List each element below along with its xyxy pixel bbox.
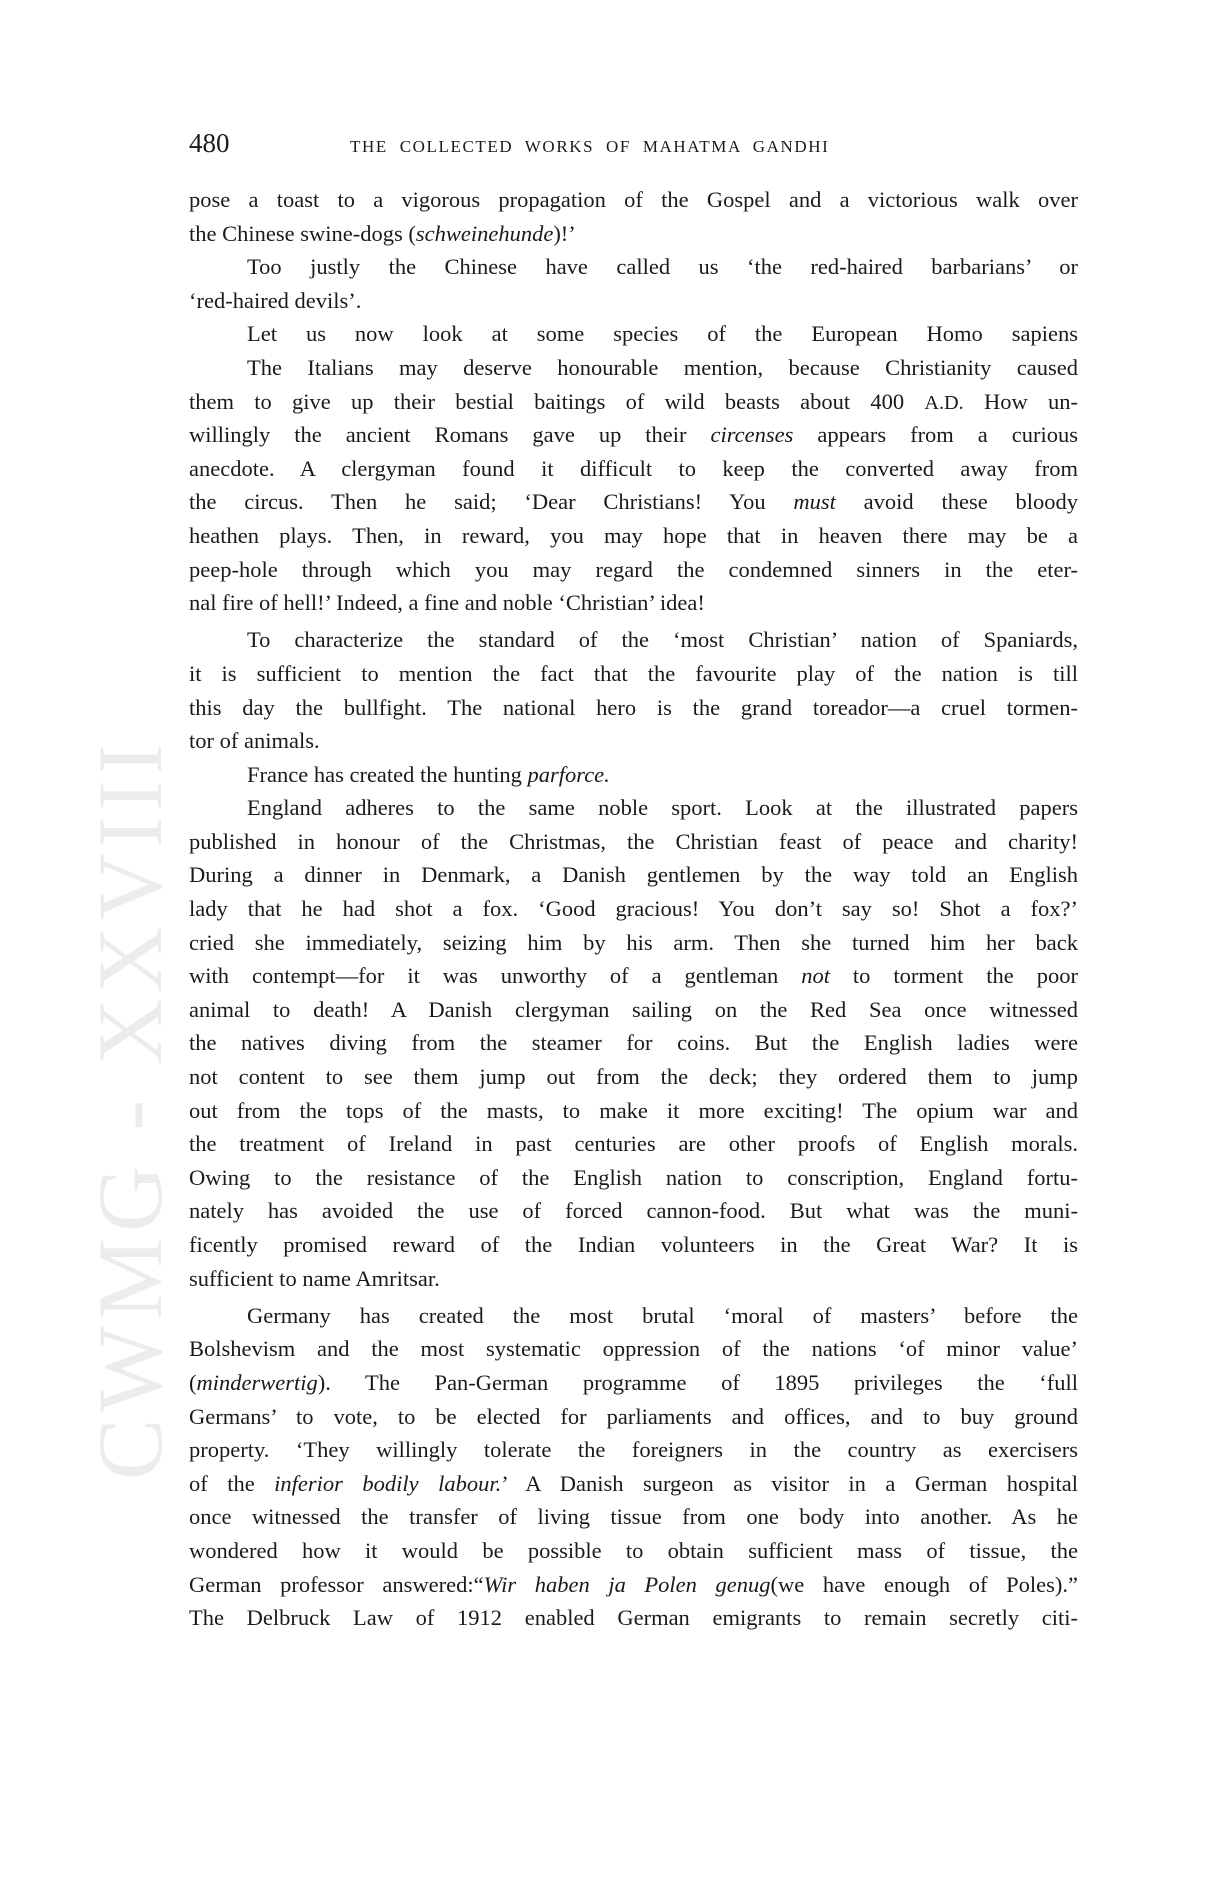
text-line xyxy=(189,1366,1078,1400)
text-run: peep-hole through which you may regard the condemned sinners in the eter- xyxy=(189,556,1078,582)
text-line xyxy=(189,553,1078,587)
text-run: Let us now look at some species of the European Homo sapiens xyxy=(247,321,1078,347)
text-run: property. ‘They willingly tolerate the foreigners in the country as exercisers xyxy=(189,1437,1078,1463)
paragraph xyxy=(189,1299,1078,1635)
text-run: (we have enough of Poles).” xyxy=(770,1571,1078,1597)
text-run: ( xyxy=(189,1369,197,1395)
text-run: them to give up their bestial baitings of wild beasts about 400 xyxy=(189,388,925,414)
text-run: France has created the hunting xyxy=(247,761,528,787)
text-run: Owing to the resistance of the English nation to conscription, England fortu- xyxy=(189,1164,1078,1190)
text-line xyxy=(189,317,1078,351)
text-line xyxy=(189,250,1078,284)
text-line xyxy=(189,1568,1078,1602)
text-run: sufficient to name Amritsar. xyxy=(189,1265,440,1291)
text-line xyxy=(189,418,1078,452)
text-line xyxy=(189,657,1078,691)
text-run: out from the tops of the masts, to make it more exciting! The opium war and xyxy=(189,1097,1078,1123)
text-run: German professor answered:“ xyxy=(189,1571,484,1597)
italic-text: not xyxy=(801,963,830,989)
text-run: ’ A Danish surgeon as visitor in a German hospital xyxy=(501,1470,1078,1496)
paragraph xyxy=(189,791,1078,1295)
text-line xyxy=(189,183,1078,217)
text-line xyxy=(189,1332,1078,1366)
text-run: pose a toast to a vigorous propagation of the Gospel and a victorious walk over xyxy=(189,187,1078,212)
text-run: )!’ xyxy=(553,220,576,246)
text-line xyxy=(189,1228,1078,1262)
paragraph xyxy=(189,351,1078,620)
text-line xyxy=(189,724,1078,758)
text-line xyxy=(189,1094,1078,1128)
text-run: the natives diving from the steamer for coins. But the English ladies were xyxy=(189,1030,1078,1056)
text-line xyxy=(189,623,1078,657)
text-line xyxy=(189,1161,1078,1195)
text-line xyxy=(189,1060,1078,1094)
text-run: not content to see them jump out from the deck; they ordered them to jump xyxy=(189,1064,1078,1090)
text-run: cried she immediately, seizing him by his arm. Then she turned him her back xyxy=(189,929,1078,955)
text-run: A.D. xyxy=(924,391,964,414)
text-run: The Delbruck Law of 1912 enabled German emigrants to remain secretly citi- xyxy=(189,1605,1078,1631)
running-title: THE COLLECTED WORKS OF MAHATMA GANDHI xyxy=(350,137,830,156)
text-run: it is sufficient to mention the fact that the favourite play of the nation is till xyxy=(189,660,1078,686)
text-line xyxy=(189,791,1078,825)
text-run: avoid these bloody xyxy=(835,489,1078,515)
text-line xyxy=(189,1601,1078,1635)
paragraph xyxy=(189,758,1078,792)
text-line xyxy=(189,959,1078,993)
italic-text: inferior bodily labour. xyxy=(274,1470,502,1496)
text-run: with contempt—for it was unworthy of a gentleman xyxy=(189,963,802,989)
paragraph xyxy=(189,623,1078,757)
paragraph xyxy=(189,250,1078,317)
text-line xyxy=(189,892,1078,926)
text-run: the treatment of Ireland in past centuries are other proofs of English morals. xyxy=(189,1131,1078,1157)
text-run: nately has avoided the use of forced cannon-food. But what was the muni- xyxy=(189,1198,1078,1224)
text-run: During a dinner in Denmark, a Danish gentlemen by the way told an English xyxy=(189,862,1078,888)
text-line xyxy=(189,691,1078,725)
text-run: ficently promised reward of the Indian volunteers in the Great War? It is xyxy=(189,1232,1078,1257)
text-run: the Chinese swine-dogs ( xyxy=(189,220,416,246)
text-run: once witnessed the transfer of living tissue from one body into another. As he xyxy=(189,1504,1078,1530)
text-run: ). The Pan-German programme of 1895 privileges the ‘full xyxy=(317,1369,1078,1395)
text-line xyxy=(189,1467,1078,1501)
text-line xyxy=(189,993,1078,1027)
text-line xyxy=(189,758,1078,792)
text-run: The Italians may deserve honourable mention, because Christianity caused xyxy=(247,354,1078,380)
italic-text: schweinehunde xyxy=(415,220,554,246)
text-line xyxy=(189,825,1078,859)
text-line xyxy=(189,284,1078,318)
text-line xyxy=(189,385,1078,419)
text-line xyxy=(189,926,1078,960)
text-line xyxy=(189,1262,1078,1296)
text-run: anecdote. A clergyman found it difficult to keep the converted away from xyxy=(189,455,1078,481)
text-line xyxy=(189,1127,1078,1161)
text-run: of the xyxy=(189,1470,275,1496)
section xyxy=(189,183,1078,620)
text-run: this day the bullfight. The national hero is the grand toreador—a cruel tormen- xyxy=(189,694,1078,720)
text-run: ‘red-haired devils’. xyxy=(189,287,362,313)
page-number: 480 xyxy=(189,128,230,158)
text-line xyxy=(189,858,1078,892)
italic-text: circenses xyxy=(710,422,794,448)
text-line xyxy=(189,519,1078,553)
body-text xyxy=(189,183,1078,1635)
text-line xyxy=(189,1194,1078,1228)
text-run: heathen plays. Then, in reward, you may hope that in heaven there may be a xyxy=(189,522,1078,548)
text-line xyxy=(189,217,1078,251)
text-line xyxy=(189,1433,1078,1467)
watermark: CWMG - XXVIII xyxy=(79,737,181,1480)
text-run: tor of animals. xyxy=(189,728,320,754)
text-run: nal fire of hell!’ Indeed, a fine and noble ‘Christian’ idea! xyxy=(189,590,705,616)
text-line xyxy=(189,1400,1078,1434)
text-run: England adheres to the same noble sport. Look at the illustrated papers xyxy=(247,795,1078,821)
text-run: Germans’ to vote, to be elected for parliaments and offices, and to buy ground xyxy=(189,1403,1078,1429)
section xyxy=(189,1299,1078,1635)
text-line xyxy=(189,1534,1078,1568)
text-line xyxy=(189,452,1078,486)
text-run: willingly the ancient Romans gave up their xyxy=(189,422,711,448)
italic-text: must xyxy=(793,489,836,515)
text-run: lady that he had shot a fox. ‘Good gracious! You don’t say so! Shot a fox?’ xyxy=(189,896,1078,922)
paragraph xyxy=(189,317,1078,351)
text-run: Too justly the Chinese have called us ‘the red-haired barbarians’ or xyxy=(247,254,1078,280)
text-run: appears from a curious xyxy=(793,422,1078,448)
paragraph xyxy=(189,183,1078,250)
text-run: the circus. Then he said; ‘Dear Christians! You xyxy=(189,489,794,515)
text-run: How un- xyxy=(963,388,1078,414)
italic-text: minderwertig xyxy=(196,1369,318,1395)
text-line xyxy=(189,1500,1078,1534)
text-run: Germany has created the most brutal ‘moral of masters’ before the xyxy=(247,1302,1078,1328)
text-line xyxy=(189,1299,1078,1333)
text-run: published in honour of the Christmas, the Christian feast of peace and charity! xyxy=(189,828,1078,854)
text-line xyxy=(189,586,1078,620)
text-run: To characterize the standard of the ‘most Christian’ nation of Spaniards, xyxy=(247,627,1078,653)
text-run: to torment the poor xyxy=(829,963,1078,989)
text-run: animal to death! A Danish clergyman sailing on the Red Sea once witnessed xyxy=(189,996,1078,1022)
italic-text: parforce. xyxy=(527,761,610,787)
text-run: Bolshevism and the most systematic oppression of the nations ‘of minor value’ xyxy=(189,1336,1078,1362)
section xyxy=(189,623,1078,1295)
text-line xyxy=(189,351,1078,385)
italic-text: Wir haben ja Polen genug xyxy=(483,1571,771,1597)
text-line xyxy=(189,485,1078,519)
text-run: wondered how it would be possible to obtain sufficient mass of tissue, the xyxy=(189,1537,1078,1563)
text-line xyxy=(189,1026,1078,1060)
